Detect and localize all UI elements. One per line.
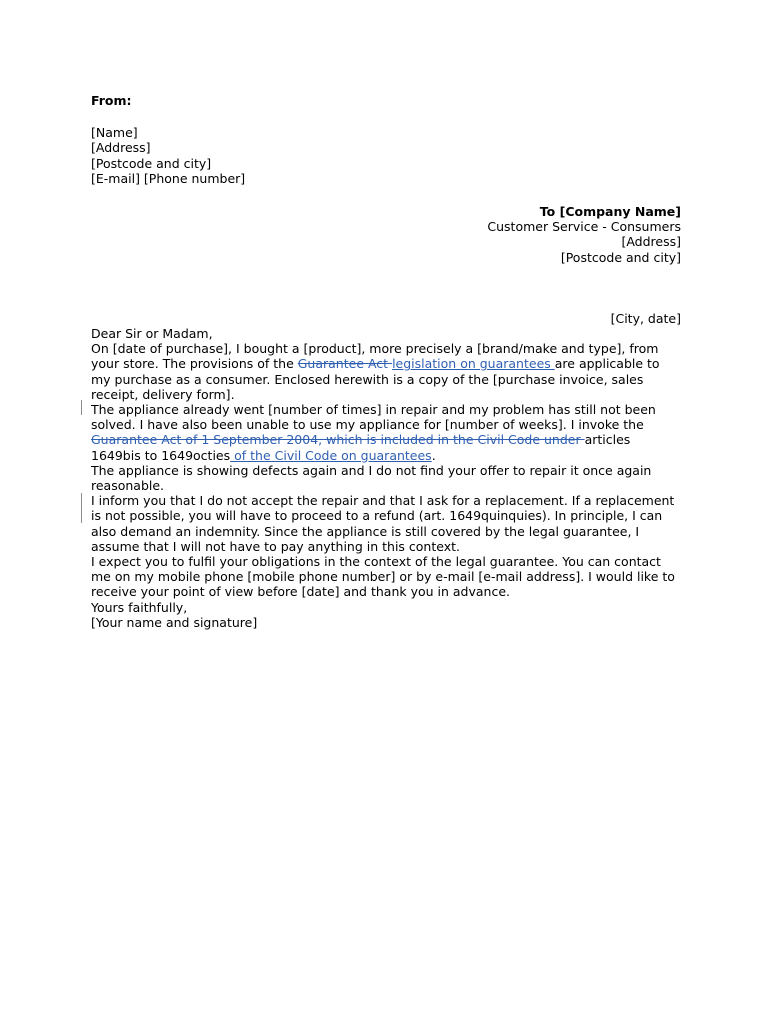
sender-name: [Name] (91, 125, 138, 141)
deleted-text-guarantee-act: Guarantee Act (297, 356, 393, 372)
closing (91, 600, 681, 615)
place-date-text: [City, date] (610, 310, 681, 326)
paragraph5-line2: me on my mobile phone [mobile phone number] or by e-mail [e-mail address]. I would like to (91, 569, 675, 585)
paragraph2-line4-start: 1649bis to 1649octies (91, 447, 231, 463)
recipient-department: Customer Service - Consumers (487, 219, 681, 235)
paragraph-purchase (91, 341, 681, 402)
paragraph4-line1: I inform you that I do not accept the repair and that I ask for a replacement. If a replacement (91, 493, 675, 509)
paragraph5-line1: I expect you to fulfil your obligations in the context of the legal guarantee. You can contact (91, 554, 661, 570)
signature (91, 615, 681, 630)
paragraph-replacement (91, 493, 681, 554)
paragraph2-line4-end: . (431, 447, 436, 463)
salutation-text: Dear Sir or Madam, (91, 326, 213, 342)
paragraph1-line3: my purchase as a consumer. Enclosed herewith is a copy of the [purchase invoice, sales (91, 371, 644, 387)
deleted-text-guarantee-act-2004: Guarantee Act of 1 September 2004, which is included in the Civil Code under (91, 432, 585, 448)
closing-text: Yours faithfully, (91, 599, 188, 615)
sender-address: [Address] (91, 140, 151, 156)
sender-heading: From: (91, 93, 132, 108)
salutation (91, 326, 681, 341)
paragraph3-line2: reasonable. (91, 478, 165, 494)
sender-block (91, 93, 681, 186)
paragraph2-line3 (91, 432, 681, 447)
change-bar-paragraph2 (81, 493, 82, 523)
recipient-postcode-city: [Postcode and city] (560, 249, 681, 265)
change-bar-paragraph1 (81, 400, 82, 415)
paragraph4-line3: also demand an indemnity. Since the appliance is still covered by the legal guarantee, I (91, 523, 640, 539)
place-date (91, 311, 681, 326)
paragraph2-line2: solved. I have also been unable to use my appliance for [number of weeks]. I invoke the (91, 417, 644, 433)
letter-page (91, 93, 681, 630)
recipient-heading: To [Company Name] (539, 204, 681, 220)
inserted-text-legislation: legislation on guarantees (392, 356, 555, 372)
paragraph2-line3-end: articles (584, 432, 631, 448)
paragraph3-line1: The appliance is showing defects again and I do not find your offer to repair it once again (91, 462, 652, 478)
signature-text: [Your name and signature] (91, 614, 258, 630)
paragraph4-line4: assume that I will not have to pay anything in this context. (91, 538, 461, 554)
paragraph1-line1: On [date of purchase], I bought a [product], more precisely a [brand/make and type], from (91, 341, 659, 357)
paragraph2-line4 (91, 448, 681, 463)
paragraph1-line4: receipt, delivery form]. (91, 386, 235, 402)
paragraph5-line3: receive your point of view before [date] and thank you in advance. (91, 584, 511, 600)
paragraph4-line2: is not possible, you will have to proceed to a refund (art. 1649quinquies). In principle, I can (91, 508, 663, 524)
sender-contact: [E-mail] [Phone number] (91, 170, 246, 186)
recipient-address: [Address] (621, 234, 681, 250)
paragraph-obligations (91, 554, 681, 600)
inserted-text-civil-code: of the Civil Code on guarantees (230, 447, 432, 463)
paragraph1-line2 (91, 356, 681, 371)
paragraph-defects (91, 463, 681, 493)
paragraph1-line2-end: are applicable to (554, 356, 660, 372)
paragraph1-line2-start: your store. The provisions of the (91, 356, 298, 372)
paragraph-repair-history (91, 402, 681, 463)
sender-postcode-city: [Postcode and city] (91, 155, 212, 171)
paragraph2-line1: The appliance already went [number of times] in repair and my problem has still not been (91, 402, 656, 418)
recipient-block (91, 204, 681, 265)
